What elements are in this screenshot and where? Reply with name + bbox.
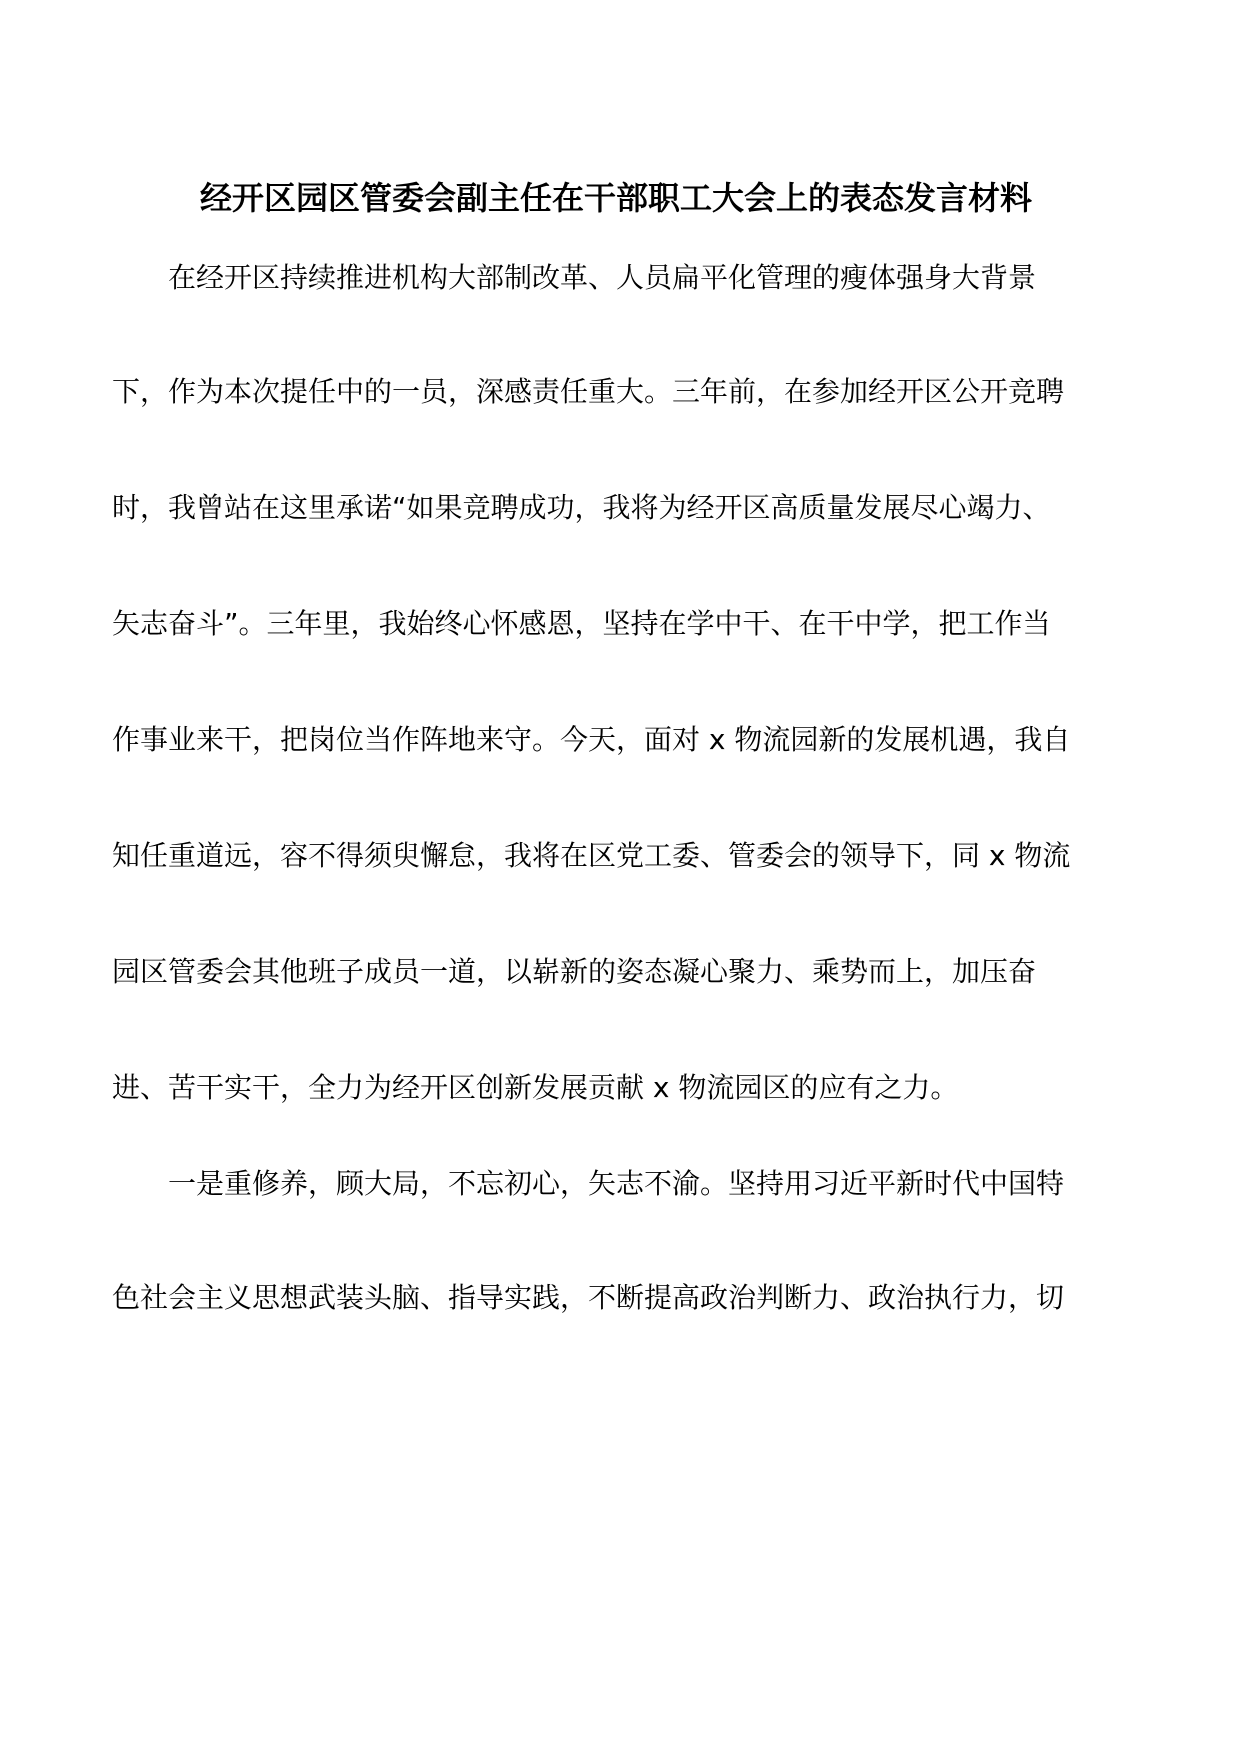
paragraph-1-line-8: 进、苦干实干，全力为经开区创新发展贡献 x 物流园区的应有之力。: [112, 1071, 959, 1104]
document-title: 经开区园区管委会副主任在干部职工大会上的表态发言材料: [200, 179, 1033, 217]
paragraph-1-line-1: 在经开区持续推进机构大部制改革、人员扁平化管理的瘦体强身大背景: [168, 261, 1037, 294]
paragraph-2-line-1: 一是重修养，顾大局，不忘初心，矢志不渝。坚持用习近平新时代中国特: [168, 1167, 1065, 1200]
paragraph-1-line-5: 作事业来干，把岗位当作阵地来守。今天，面对 x 物流园新的发展机遇，我自: [112, 723, 1071, 756]
paragraph-1-line-3: 时，我曾站在这里承诺“如果竞聘成功，我将为经开区高质量发展尽心竭力、: [112, 491, 1051, 524]
paragraph-1-line-2: 下，作为本次提任中的一员，深感责任重大。三年前，在参加经开区公开竞聘: [112, 375, 1065, 408]
paragraph-2-line-2: 色社会主义思想武装头脑、指导实践，不断提高政治判断力、政治执行力，切: [112, 1281, 1065, 1314]
paragraph-1-line-7: 园区管委会其他班子成员一道，以崭新的姿态凝心聚力、乘势而上，加压奋: [112, 955, 1037, 988]
paragraph-1-line-6: 知任重道远，容不得须臾懈怠，我将在区党工委、管委会的领导下，同 x 物流: [112, 839, 1071, 872]
paragraph-1-line-4: 矢志奋斗”。三年里，我始终心怀感恩，坚持在学中干、在干中学，把工作当: [112, 607, 1051, 640]
